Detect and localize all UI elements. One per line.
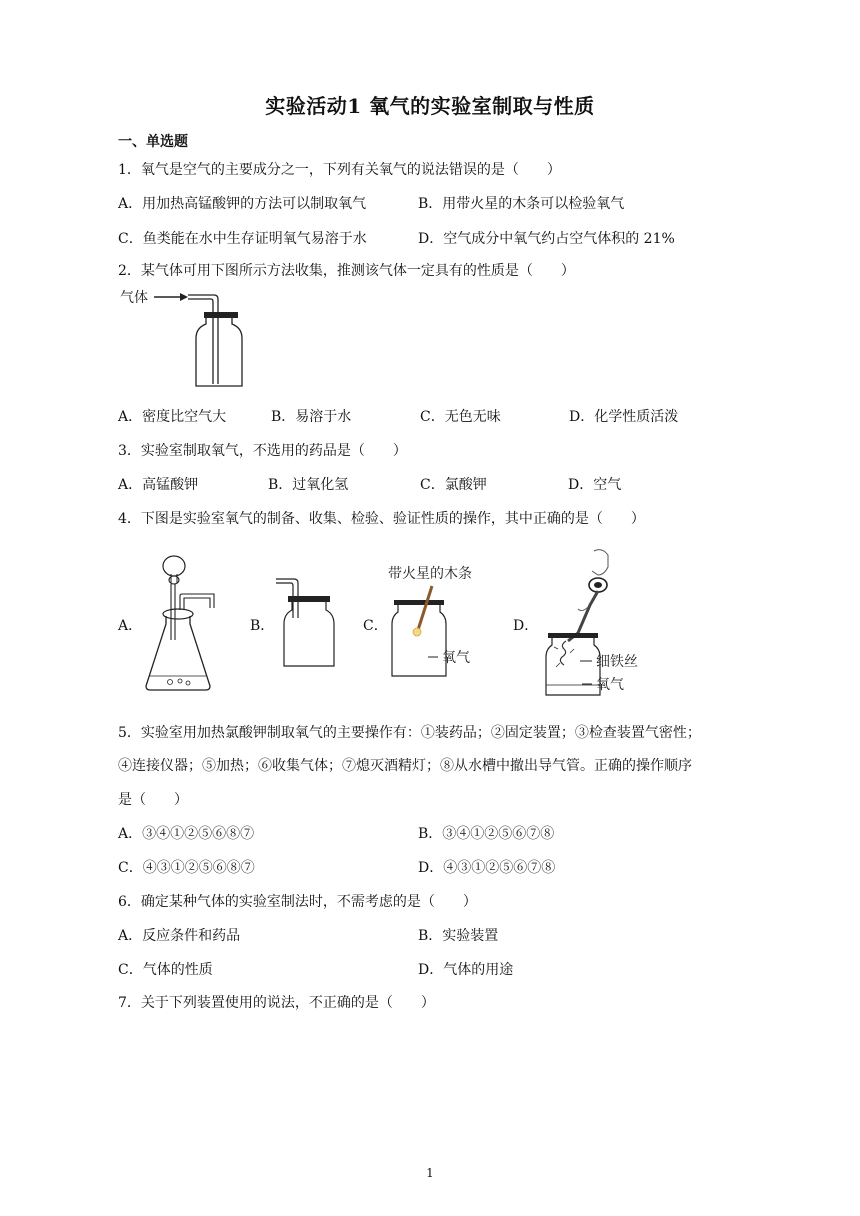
question-5-stem-line-2: ④连接仪器；⑤加热；⑥收集气体；⑦熄灭酒精灯；⑧从水槽中撤出导气管。正确的操作顺序 (118, 758, 692, 774)
question-3-option-d: D．空气 (568, 477, 622, 493)
question-2-option-a: A．密度比空气大 (118, 409, 227, 425)
question-3-stem: 3．实验室制取氧气，不选用的药品是（ ） (118, 443, 407, 459)
question-6-option-d: D．气体的用途 (418, 962, 514, 978)
question-5-stem-line-3: 是（ ） (118, 792, 188, 808)
question-1-option-d: D．空气成分中氧气约占空气体积的 21% (418, 231, 675, 247)
glowing-splint-test-figure (382, 560, 492, 680)
question-6-stem: 6．确定某种气体的实验室制法时，不需考虑的是（ ） (118, 894, 477, 910)
question-5-option-b: B．③④①②⑤⑥⑦⑧ (418, 826, 555, 842)
section-heading: 一、单选题 (118, 134, 188, 150)
conical-flask-apparatus-figure (140, 550, 220, 695)
question-7-stem: 7．关于下列装置使用的说法，不正确的是（ ） (118, 995, 435, 1011)
question-1-option-b: B．用带火星的木条可以检验氧气 (418, 196, 625, 212)
question-6-option-a: A．反应条件和药品 (118, 928, 241, 944)
iron-wire-label: 细铁丝 (596, 654, 638, 670)
question-5-option-d: D．④③①②⑤⑥⑦⑧ (418, 860, 556, 876)
page-title: 实验活动1 氧气的实验室制取与性质 (265, 94, 595, 118)
gas-collection-bottle-figure (118, 284, 248, 390)
oxygen-label-c: 氧气 (442, 650, 470, 666)
question-4-stem: 4．下图是实验室氧气的制备、收集、检验、验证性质的操作，其中正确的是（ ） (118, 511, 645, 527)
question-6-option-b: B．实验装置 (418, 928, 499, 944)
iron-wire-combustion-figure (538, 545, 658, 697)
question-2-stem: 2．某气体可用下图所示方法收集，推测该气体一定具有的性质是（ ） (118, 263, 575, 279)
question-1-stem: 1．氧气是空气的主要成分之一，下列有关氧气的说法错误的是（ ） (118, 162, 561, 178)
collection-bottle-figure (272, 570, 342, 670)
question-2-option-c: C．无色无味 (420, 409, 501, 425)
question-2-option-d: D．化学性质活泼 (569, 409, 679, 425)
question-3-option-a: A．高锰酸钾 (118, 477, 199, 493)
gas-label: 气体 (120, 290, 148, 306)
glowing-splint-label: 带火星的木条 (388, 566, 472, 582)
page-number: 1 (426, 1166, 434, 1180)
question-4-option-a: A． (118, 618, 143, 634)
question-4-option-c: C． (363, 618, 388, 634)
question-4-option-d: D． (513, 618, 539, 634)
question-5-option-a: A．③④①②⑤⑥⑧⑦ (118, 826, 255, 842)
question-3-option-c: C．氯酸钾 (420, 477, 487, 493)
question-1-option-c: C．鱼类能在水中生存证明氧气易溶于水 (118, 231, 367, 247)
question-2-option-b: B．易溶于水 (271, 409, 352, 425)
question-3-option-b: B．过氧化氢 (268, 477, 349, 493)
question-5-option-c: C．④③①②⑤⑥⑧⑦ (118, 860, 255, 876)
question-4-option-b: B． (250, 618, 275, 634)
oxygen-label-d: 氧气 (596, 677, 624, 693)
question-6-option-c: C．气体的性质 (118, 962, 213, 978)
question-1-option-a: A．用加热高锰酸钾的方法可以制取氧气 (118, 196, 367, 212)
question-5-stem-line-1: 5．实验室用加热氯酸钾制取氧气的主要操作有：①装药品；②固定装置；③检查装置气密性； (118, 725, 701, 741)
